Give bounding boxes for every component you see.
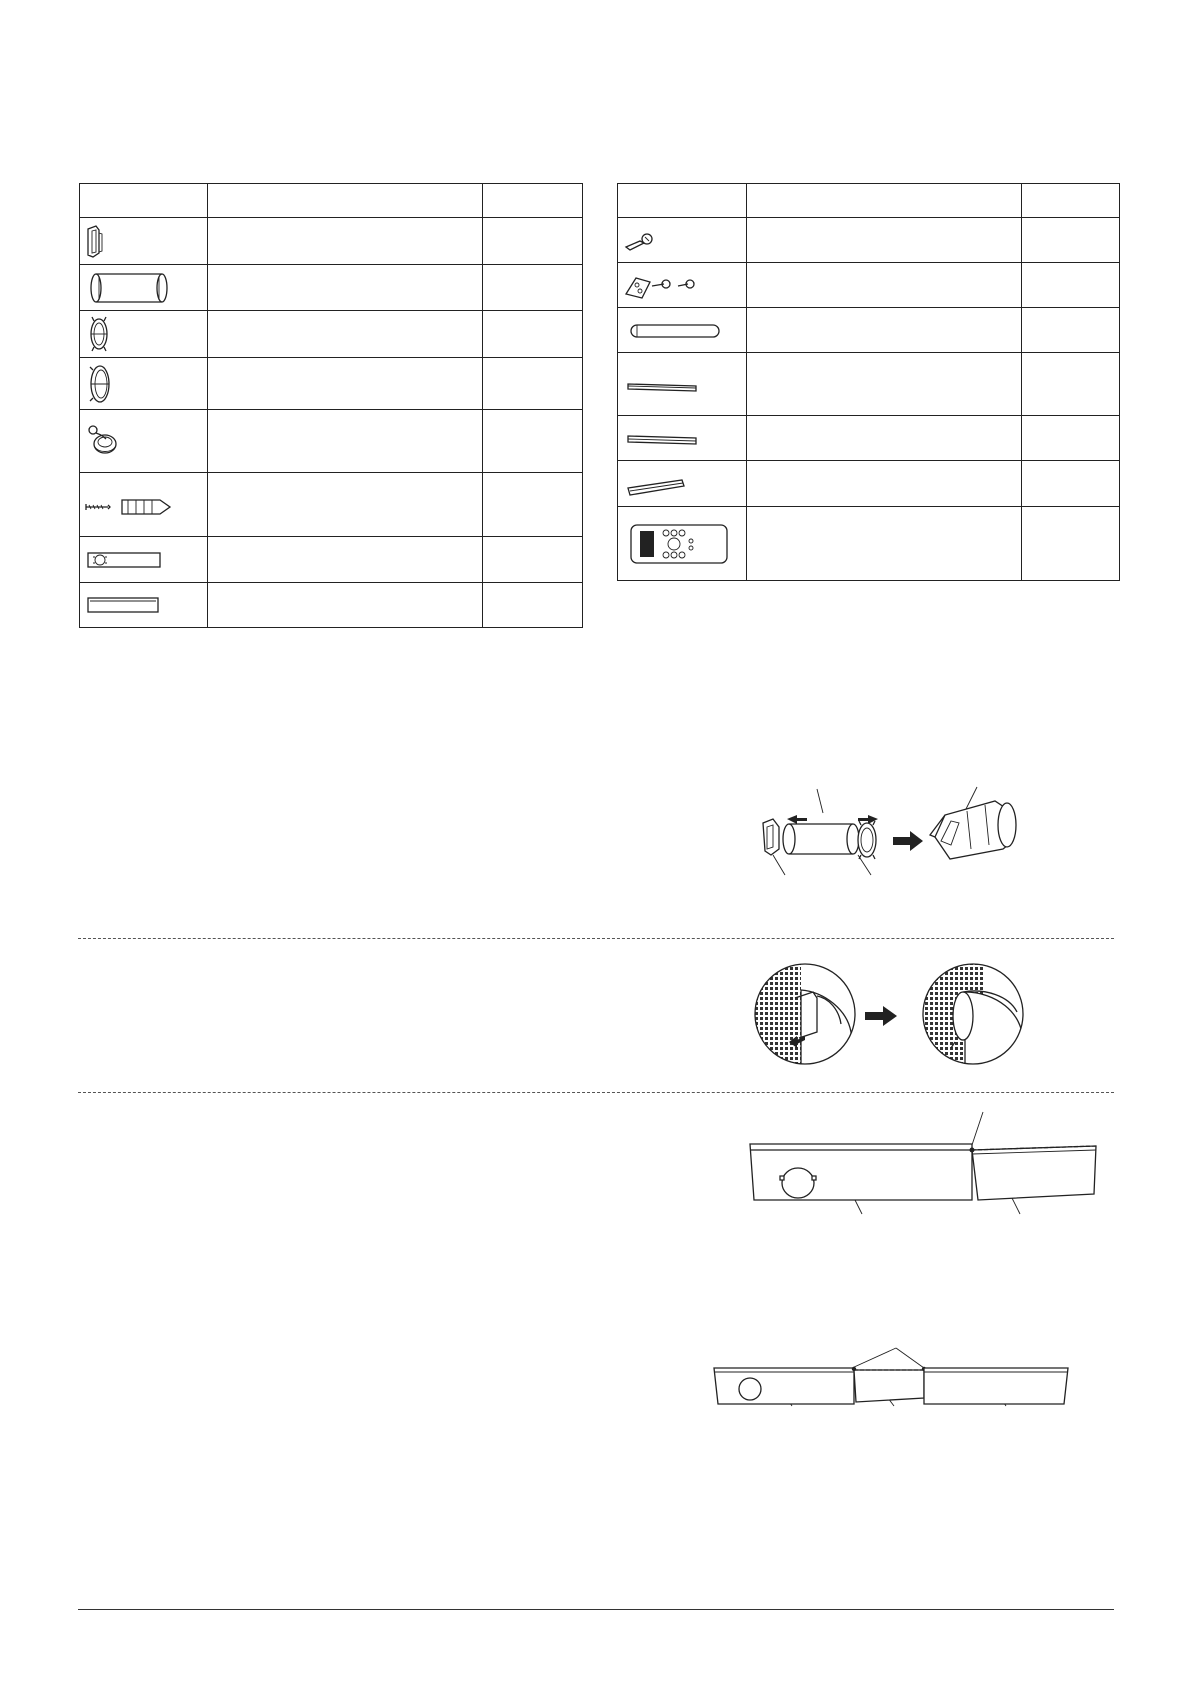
part-name: [747, 353, 1022, 416]
part-name: [747, 218, 1022, 263]
part-icon-cell: [618, 308, 747, 353]
part-icon-cell: [80, 473, 208, 537]
part-qty: [1022, 308, 1120, 353]
anchor-bolt-icon: [618, 219, 747, 262]
part-icon-cell: [80, 537, 208, 583]
part-qty: [1022, 461, 1120, 507]
part-name: [208, 265, 483, 311]
table-row: [80, 265, 583, 311]
part-icon-cell: [80, 410, 208, 473]
table-row: [80, 473, 583, 537]
col-header-qty: [1022, 184, 1120, 218]
part-qty: [483, 311, 583, 358]
part-name: [208, 473, 483, 537]
window-panel-extension-icon: [80, 584, 208, 627]
col-header-part: [80, 184, 208, 218]
part-icon-cell: [80, 265, 208, 311]
table-row: [80, 218, 583, 265]
part-qty: [1022, 353, 1120, 416]
table-row: [618, 507, 1120, 581]
part-qty: [1022, 507, 1120, 581]
hose-assembly-figure: [745, 785, 1045, 885]
part-name: [208, 358, 483, 410]
exhaust-hose-icon: [80, 266, 208, 310]
table-row: [618, 461, 1120, 507]
part-qty: [483, 473, 583, 537]
part-name: [747, 308, 1022, 353]
col-header-name: [747, 184, 1022, 218]
window-slider-adapter-icon: [80, 219, 208, 264]
screw-and-anchor-icon: [80, 474, 208, 536]
part-name: [208, 311, 483, 358]
part-name: [747, 461, 1022, 507]
table-row: [618, 263, 1120, 308]
window-slider-extension-figure: [740, 1108, 1120, 1218]
security-bracket-and-screws-icon: [618, 264, 747, 307]
part-name: [208, 218, 483, 265]
part-icon-cell: [618, 218, 747, 263]
table-row: [80, 537, 583, 583]
footer-rule: [78, 1609, 1114, 1610]
part-icon-cell: [80, 311, 208, 358]
col-header-part: [618, 184, 747, 218]
foam-strip-short-icon: [618, 417, 747, 460]
part-icon-cell: [618, 507, 747, 581]
table-row: [618, 218, 1120, 263]
window-slider-three-piece-figure: [712, 1340, 1082, 1410]
part-name: [208, 583, 483, 628]
part-icon-cell: [618, 461, 747, 507]
part-qty: [483, 358, 583, 410]
col-header-name: [208, 184, 483, 218]
part-qty: [1022, 218, 1120, 263]
foam-seal-icon: [618, 309, 747, 352]
part-qty: [483, 265, 583, 311]
part-icon-cell: [80, 218, 208, 265]
part-name: [747, 507, 1022, 581]
table-row: [80, 358, 583, 410]
part-qty: [483, 537, 583, 583]
table-row: [618, 416, 1120, 461]
part-icon-cell: [618, 353, 747, 416]
hose-connector-icon: [80, 312, 208, 357]
part-name: [208, 410, 483, 473]
col-header-qty: [483, 184, 583, 218]
table-row: [618, 353, 1120, 416]
part-qty: [1022, 263, 1120, 308]
part-icon-cell: [80, 583, 208, 628]
drain-plug-icon: [80, 411, 208, 472]
table-header-row: [80, 184, 583, 218]
part-icon-cell: [80, 358, 208, 410]
parts-table-left: [79, 183, 583, 628]
window-panel-with-hole-icon: [80, 538, 208, 582]
table-header-row: [618, 184, 1120, 218]
parts-table-right: [617, 183, 1120, 581]
part-qty: [483, 583, 583, 628]
table-row: [80, 410, 583, 473]
part-qty: [1022, 416, 1120, 461]
remote-controller-icon: [618, 508, 747, 580]
part-icon-cell: [618, 416, 747, 461]
foam-seal-wedge-icon: [618, 462, 747, 506]
foam-strip-long-icon: [618, 354, 747, 415]
part-name: [747, 416, 1022, 461]
table-row: [80, 583, 583, 628]
part-name: [208, 537, 483, 583]
part-qty: [483, 218, 583, 265]
table-row: [80, 311, 583, 358]
part-icon-cell: [618, 263, 747, 308]
part-name: [747, 263, 1022, 308]
hose-attach-to-unit-figure: [755, 962, 1025, 1066]
table-row: [618, 308, 1120, 353]
part-qty: [483, 410, 583, 473]
section-divider: [78, 938, 1114, 939]
section-divider: [78, 1092, 1114, 1093]
hose-adapter-ring-icon: [80, 359, 208, 409]
